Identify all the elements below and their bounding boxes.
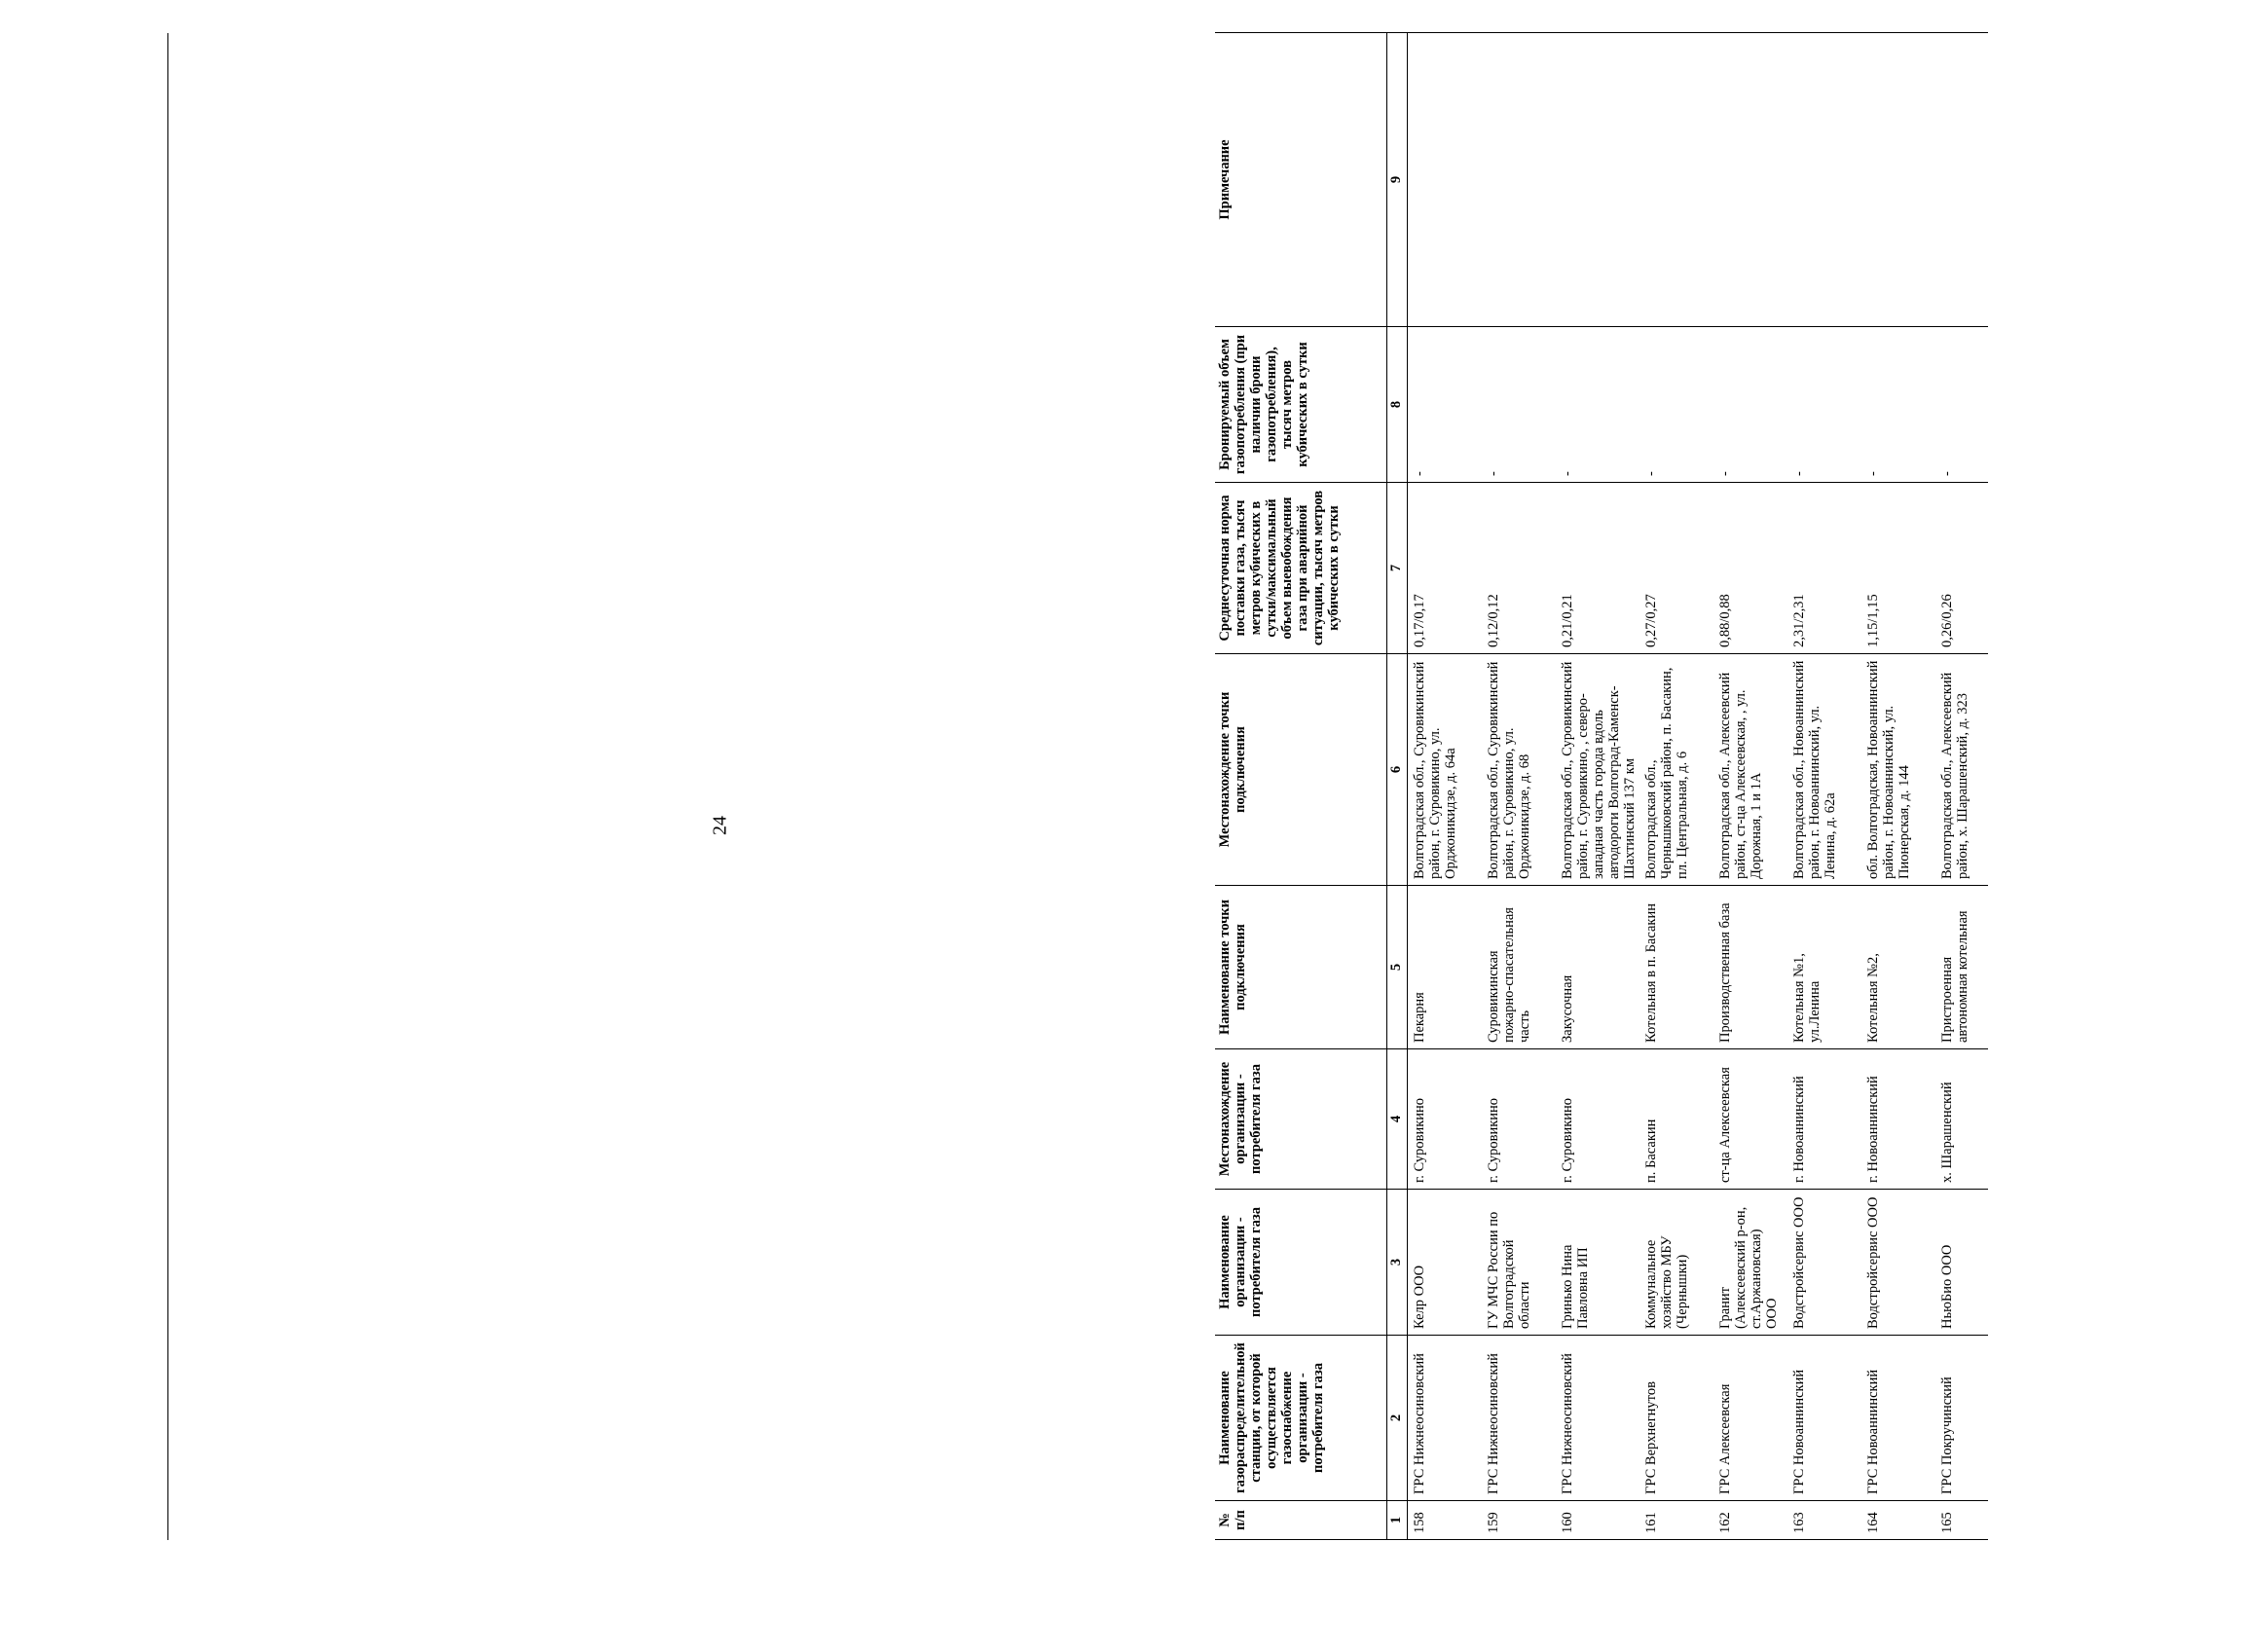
cell-consumer-location: г. Новоаннинский — [1861, 1049, 1935, 1190]
cell-daily-norm: 0,21/0,21 — [1556, 483, 1639, 654]
cell-note — [1713, 33, 1787, 327]
cell-connection-point: Котельная в п. Басакин — [1639, 886, 1713, 1049]
table-row — [1935, 33, 1988, 1540]
cell-connection-point: Закусочная — [1556, 886, 1639, 1049]
cell-reserved-volume: - — [1639, 327, 1713, 483]
gas-supply-table — [1215, 32, 1988, 1540]
cell-reserved-volume: - — [1861, 327, 1935, 483]
cell-note — [1639, 33, 1713, 327]
column-number: 8 — [1387, 327, 1408, 483]
cell-daily-norm: 0,27/0,27 — [1639, 483, 1713, 654]
cell-reserved-volume: - — [1787, 327, 1861, 483]
column-number: 6 — [1387, 654, 1408, 886]
column-number: 5 — [1387, 886, 1408, 1049]
cell-reserved-volume: - — [1408, 327, 1483, 483]
table-row — [1408, 33, 1483, 1540]
column-number: 3 — [1387, 1190, 1408, 1336]
cell-consumer: Гринько Нина Павловна ИП — [1556, 1190, 1639, 1336]
cell-connection-location: обл. Волгоградская, Новоаннинский район, г. Новоаннинский, ул. Пионерская, д. 144 — [1861, 654, 1935, 886]
cell-consumer-location: п. Басакин — [1639, 1049, 1713, 1190]
cell-connection-location: Волгоградская обл., Алексеевский район, ст-ца Алексеевская, , ул. Дорожная, 1 и 1А — [1713, 654, 1787, 886]
table-row — [1639, 33, 1713, 1540]
cell-number: 165 — [1935, 1501, 1988, 1540]
cell-note — [1408, 33, 1483, 327]
cell-consumer: НьюБио ООО — [1935, 1190, 1988, 1336]
cell-note — [1861, 33, 1935, 327]
cell-consumer: Водстройсервис ООО — [1861, 1190, 1935, 1336]
column-number: 2 — [1387, 1336, 1408, 1501]
cell-station: ГРС Нижнеосиновский — [1408, 1336, 1483, 1501]
cell-daily-norm: 0,17/0,17 — [1408, 483, 1483, 654]
header-cell: Бронируемый объем газопотребления (при наличии брони газопотребления), тысяч метров кубических в сутки — [1215, 327, 1387, 483]
cell-connection-point: Котельная №2, — [1861, 886, 1935, 1049]
header-cell: № п/п — [1215, 1501, 1387, 1540]
cell-reserved-volume: - — [1935, 327, 1988, 483]
cell-station: ГРС Покручинский — [1935, 1336, 1988, 1501]
column-number-row — [1387, 33, 1408, 1540]
column-number: 7 — [1387, 483, 1408, 654]
cell-number: 159 — [1482, 1501, 1556, 1540]
cell-consumer-location: г. Новоаннинский — [1787, 1049, 1861, 1190]
cell-daily-norm: 1,15/1,15 — [1861, 483, 1935, 654]
cell-consumer-location: ст-ца Алексеевская — [1713, 1049, 1787, 1190]
cell-connection-point: Суровикинская пожарно-спасательная часть — [1482, 886, 1556, 1049]
cell-connection-location: Волгоградская обл., Суровикинский район, г. Суровикино, ул. Орджоникидзе, д. 68 — [1482, 654, 1556, 886]
page-number: 24 — [709, 816, 731, 835]
cell-number: 162 — [1713, 1501, 1787, 1540]
header-cell: Наименование газораспределительной станции, от которой осуществляется газоснабжение организации - потребителя газа — [1215, 1336, 1387, 1501]
cell-station: ГРС Нижнеосиновский — [1482, 1336, 1556, 1501]
cell-station: ГРС Алексеевская — [1713, 1336, 1787, 1501]
cell-number: 160 — [1556, 1501, 1639, 1540]
table-row — [1482, 33, 1556, 1540]
cell-consumer: Коммунальное хозяйство МБУ (Чернышки) — [1639, 1190, 1713, 1336]
cell-station: ГРС Верхнегнутов — [1639, 1336, 1713, 1501]
header-cell: Местонахождение точки подключения — [1215, 654, 1387, 886]
cell-station: ГРС Новоаннинский — [1787, 1336, 1861, 1501]
table-row — [1713, 33, 1787, 1540]
cell-daily-norm: 0,88/0,88 — [1713, 483, 1787, 654]
cell-connection-location: Волгоградская обл., Алексеевский район, х. Шарашенский, д. 323 — [1935, 654, 1988, 886]
cell-number: 158 — [1408, 1501, 1483, 1540]
cell-connection-point: Пекарня — [1408, 886, 1483, 1049]
column-number: 4 — [1387, 1049, 1408, 1190]
cell-connection-point: Производственная база — [1713, 886, 1787, 1049]
column-number: 9 — [1387, 33, 1408, 327]
table-row — [1787, 33, 1861, 1540]
table-top-edge — [169, 33, 362, 1540]
cell-daily-norm: 0,26/0,26 — [1935, 483, 1988, 654]
cell-number: 161 — [1639, 1501, 1713, 1540]
cell-note — [1482, 33, 1556, 327]
header-cell: Местонахождение организации - потребителя газа — [1215, 1049, 1387, 1190]
cell-daily-norm: 0,12/0,12 — [1482, 483, 1556, 654]
cell-connection-location: Волгоградская обл., Чернышковский район, п. Басакин, пл. Центральная, д. 6 — [1639, 654, 1713, 886]
header-cell: Наименование организации - потребителя газа — [1215, 1190, 1387, 1336]
cell-consumer: Гранит (Алексеевский р-он, ст.Аржановская) ООО — [1713, 1190, 1787, 1336]
cell-note — [1787, 33, 1861, 327]
cell-consumer-location: х. Шарашенский — [1935, 1049, 1988, 1190]
cell-reserved-volume: - — [1713, 327, 1787, 483]
cell-connection-point: Пристроенная автономная котельная — [1935, 886, 1988, 1049]
header-row — [1215, 33, 1387, 1540]
cell-connection-point: Котельная №1, ул.Ленина — [1787, 886, 1861, 1049]
cell-connection-location: Волгоградская обл., Новоаннинский район, г. Новоаннинский, ул. Ленина, д. 62а — [1787, 654, 1861, 886]
cell-consumer-location: г. Суровикино — [1408, 1049, 1483, 1190]
cell-consumer: Водстройсервис ООО — [1787, 1190, 1861, 1336]
cell-reserved-volume: - — [1482, 327, 1556, 483]
cell-note — [1556, 33, 1639, 327]
cell-station: ГРС Нижнеосиновский — [1556, 1336, 1639, 1501]
table-row — [1861, 33, 1935, 1540]
cell-note — [1935, 33, 1988, 327]
cell-connection-location: Волгоградская обл., Суровикинский район, г. Суровикино, , северо-западная часть города вдоль автодороги Волгоград-Каменск-Шахтинский 137 км — [1556, 654, 1639, 886]
cell-consumer-location: г. Суровикино — [1556, 1049, 1639, 1190]
cell-consumer-location: г. Суровикино — [1482, 1049, 1556, 1190]
cell-consumer: ГУ МЧС России по Волгоградской области — [1482, 1190, 1556, 1336]
cell-number: 164 — [1861, 1501, 1935, 1540]
cell-daily-norm: 2,31/2,31 — [1787, 483, 1861, 654]
cell-station: ГРС Новоаннинский — [1861, 1336, 1935, 1501]
cell-reserved-volume: - — [1556, 327, 1639, 483]
header-cell: Наименование точки подключения — [1215, 886, 1387, 1049]
header-cell: Среднесуточная норма поставки газа, тысяч метров кубических в сутки/максимальный объем выевобождения газа при аварийной ситуации, тысяч метров кубических в сутки — [1215, 483, 1387, 654]
cell-consumer: Келр ООО — [1408, 1190, 1483, 1336]
gas-supply-table-container — [1215, 33, 2247, 1540]
cell-connection-location: Волгоградская обл., Суровикинский район, г. Суровикино, ул. Орджоникидзе, д. 64а — [1408, 654, 1483, 886]
cell-number: 163 — [1787, 1501, 1861, 1540]
column-number: 1 — [1387, 1501, 1408, 1540]
header-cell: Примечание — [1215, 33, 1387, 327]
table-row — [1556, 33, 1639, 1540]
